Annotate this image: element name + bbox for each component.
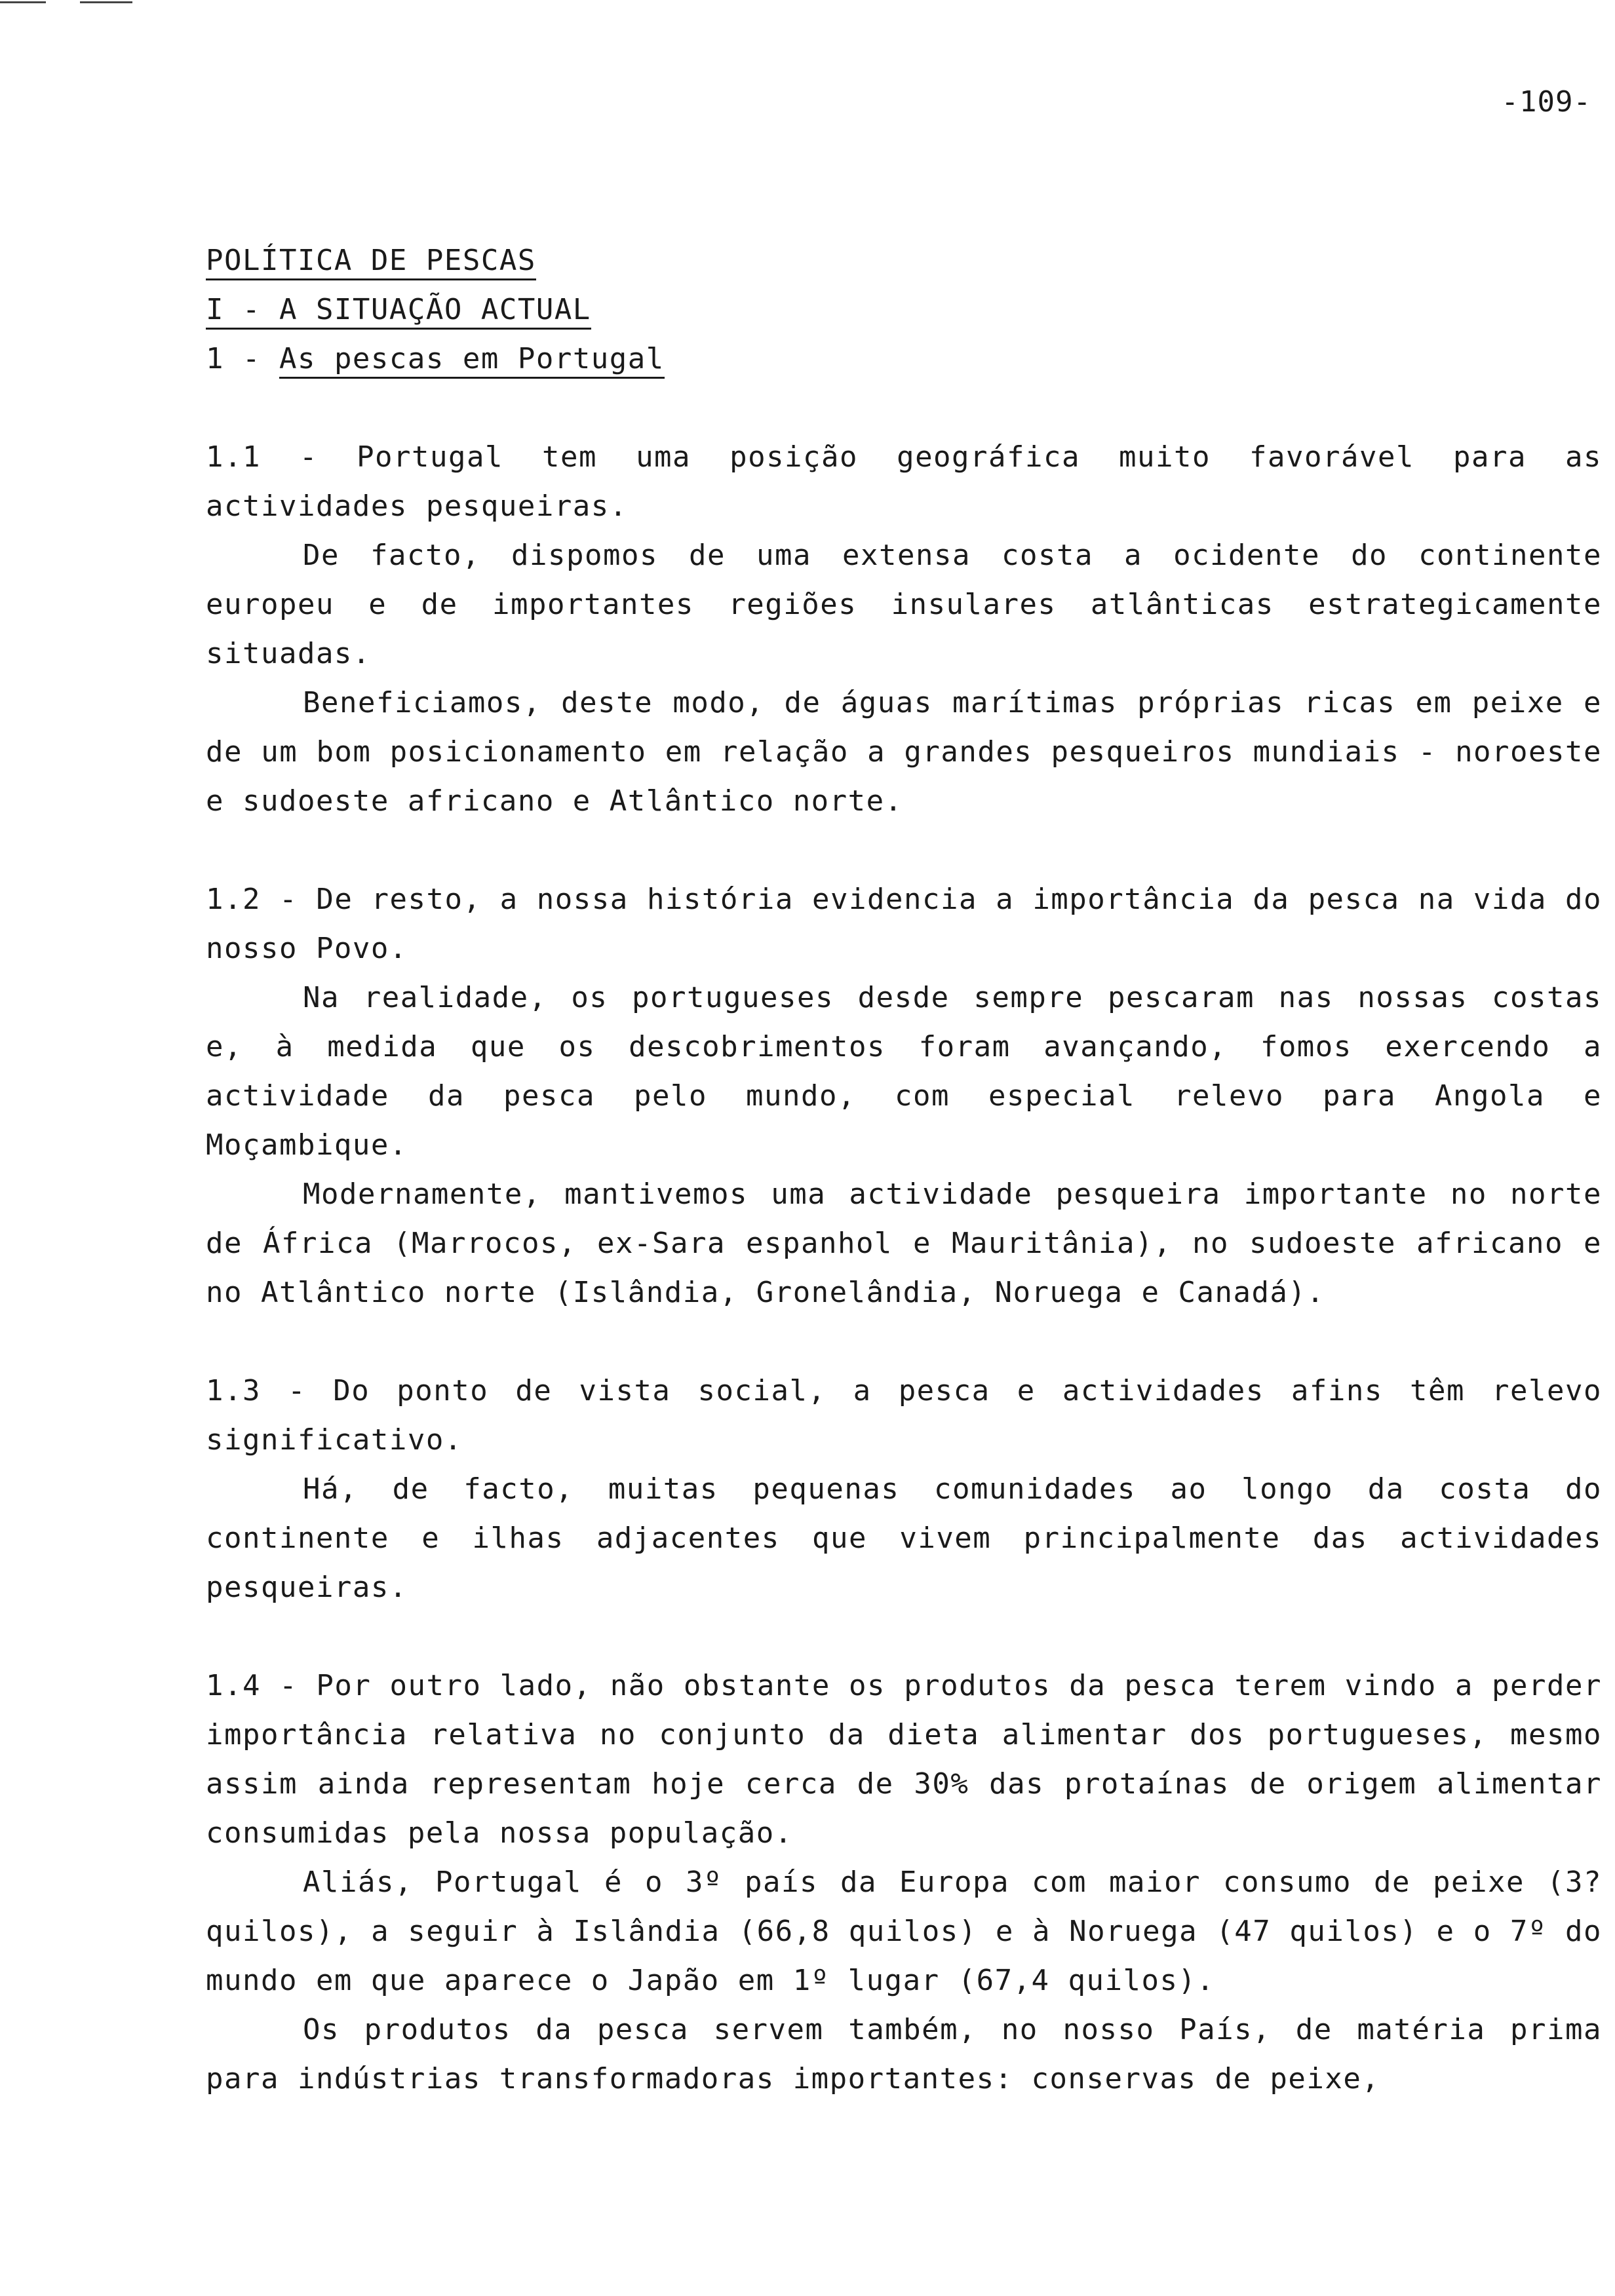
section-1-1 [206,432,1602,826]
document-body [206,236,1602,2103]
section-1-3 [206,1366,1602,1612]
paragraph: Na realidade, os portugueses desde sempre pescaram nas nossas costas e, à medida que os descobrimentos foram avançando, fomos exercendo a actividade da pesca pelo mundo, com especial relevo para Angola e Moçambique. [206,981,1602,1162]
heading-chapter-line [206,285,1602,334]
paragraph: 1.1 - Portugal tem uma posição geográfica muito favorável para as actividades pesqueiras. [206,440,1602,523]
paragraph: 1.3 - Do ponto de vista social, a pesca e actividades afins têm relevo significativo. [206,1374,1602,1457]
scan-mark-right [80,1,132,3]
chapter-heading: I - A SITUAÇÃO ACTUAL [206,293,591,330]
paragraph: Os produtos da pesca servem também, no nosso País, de matéria prima para indústrias transformadoras importantes: conservas de peixe, [206,2013,1602,2095]
paragraph: Beneficiamos, deste modo, de águas marítimas próprias ricas em peixe e de um bom posicionamento em relação a grandes pesqueiros mundiais - noroeste e sudoeste africano e Atlântico norte. [206,686,1602,818]
page-number: -109- [1501,85,1591,119]
subsection-heading: As pescas em Portugal [279,342,665,379]
section-1-4 [206,1661,1602,2103]
heading-block [206,236,1602,383]
heading-title-line [206,236,1602,285]
section-1-2 [206,875,1602,1317]
paragraph: Modernamente, mantivemos uma actividade pesqueira importante no norte de África (Marrocos, ex-Sara espanhol e Mauritânia), no sudoeste africano e no Atlântico norte (Islândia, Gronelândia, Noruega e Canadá). [206,1177,1602,1309]
paragraph: De facto, dispomos de uma extensa costa a ocidente do continente europeu e de importantes regiões insulares atlânticas estrategicamente situadas. [206,539,1602,670]
paragraph: Aliás, Portugal é o 3º país da Europa com maior consumo de peixe (3? quilos), a seguir à Islândia (66,8 quilos) e à Noruega (47 quilos) e o 7º do mundo em que aparece o Japão em 1º lugar (67,4 quilos). [206,1866,1602,1997]
scan-mark-left [0,1,46,3]
paragraph: 1.4 - Por outro lado, não obstante os produtos da pesca terem vindo a perder importância relativa no conjunto da dieta alimentar dos portugueses, mesmo assim ainda representam hoje cerca de 30% das protaínas de origem alimentar consumidas pela nossa população. [206,1669,1602,1850]
paragraph: 1.2 - De resto, a nossa história evidencia a importância da pesca na vida do nosso Povo. [206,883,1602,965]
subsection-number: 1 - [206,342,279,375]
heading-subsection-line [206,334,1602,383]
paragraph: Há, de facto, muitas pequenas comunidades ao longo da costa do continente e ilhas adjacentes que vivem principalmente das actividades pesqueiras. [206,1472,1602,1604]
document-title: POLÍTICA DE PESCAS [206,244,536,280]
